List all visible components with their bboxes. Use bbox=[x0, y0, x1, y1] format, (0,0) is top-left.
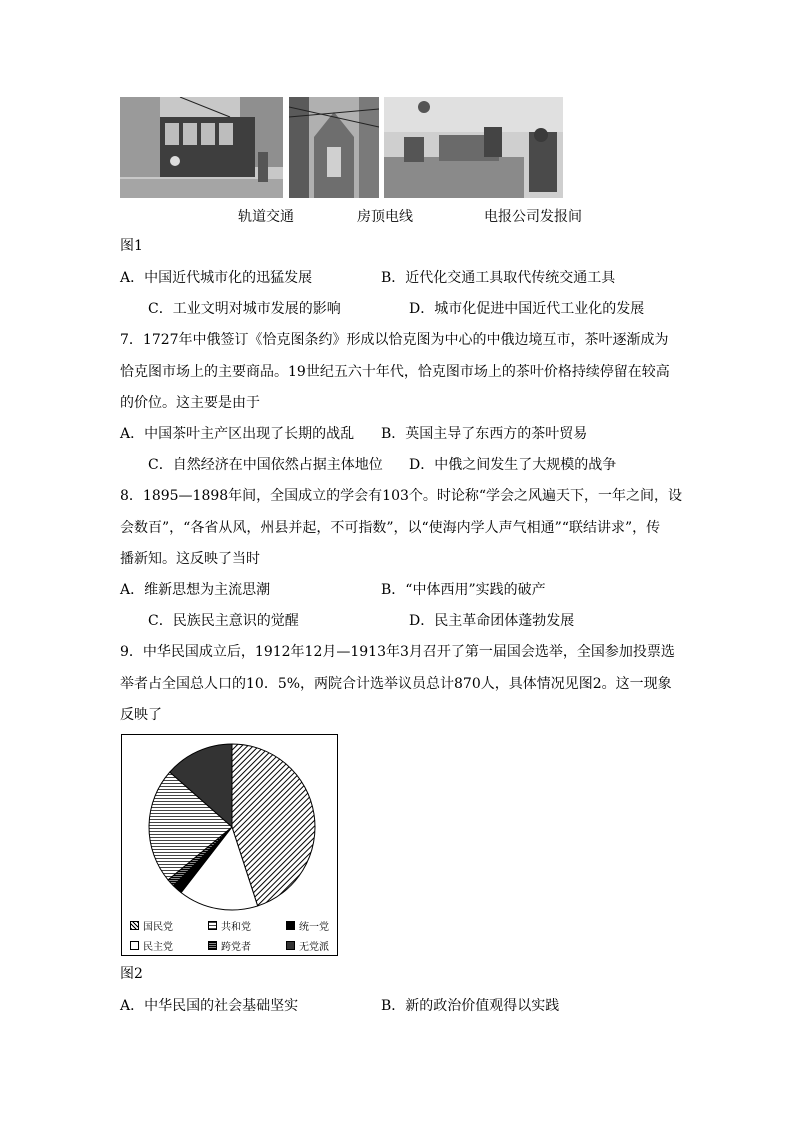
q7-option-c: C．自然经济在中国依然占据主体地位 bbox=[148, 457, 383, 473]
q6-option-b: B．近代化交通工具取代传统交通工具 bbox=[381, 270, 616, 286]
figure2-pie-chart bbox=[121, 734, 338, 956]
legend-item-tongyidang bbox=[286, 918, 329, 933]
q6-option-c: C．工业文明对城市发展的影响 bbox=[148, 301, 341, 317]
legend-item-minzhudang bbox=[130, 938, 173, 953]
figure2-label: 图2 bbox=[120, 966, 143, 982]
legend-swatch-dark-stripes-icon bbox=[208, 941, 217, 950]
photo-caption-tram: 轨道交通 bbox=[238, 209, 294, 225]
q8-line-2: 会数百”，“各省从风，州县并起，不可指数”，以“使海内学人声气相通”“联结讲求”，传 bbox=[120, 520, 661, 536]
q8-line-3: 播新知。这反映了当时 bbox=[120, 551, 260, 567]
legend-swatch-diagonal-icon bbox=[130, 921, 139, 930]
legend-label-minzhudang: 民主党 bbox=[143, 942, 173, 953]
q8-option-a: A．维新思想为主流思潮 bbox=[120, 582, 271, 598]
q6-option-d: D．城市化促进中国近代工业化的发展 bbox=[409, 301, 645, 317]
q9-line-3: 反映了 bbox=[120, 707, 162, 723]
legend-item-kuadangzhe bbox=[208, 938, 251, 953]
q7-option-b: B．英国主导了东西方的茶叶贸易 bbox=[381, 426, 588, 442]
q8-line-1: 8．1895—1898年间，全国成立的学会有103个。时论称“学会之风遍天下，一年之间，设 bbox=[120, 488, 683, 504]
q9-line-2: 举者占全国总人口的10．5%，两院合计选举议员总计870人，具体情况见图2。这一现象 bbox=[120, 676, 672, 692]
q9-line-1: 9．中华民国成立后，1912年12月—1913年3月召开了第一届国会选举，全国参加投票选 bbox=[120, 644, 675, 660]
legend-item-wudangpai bbox=[286, 938, 329, 953]
q7-line-3: 的价位。这主要是由于 bbox=[120, 395, 260, 411]
legend-item-gonghedang bbox=[208, 918, 251, 933]
legend-label-kuadangzhe: 跨党者 bbox=[221, 942, 251, 953]
q7-option-a: A．中国茶叶主产区出现了长期的战乱 bbox=[120, 426, 355, 442]
legend-label-guomindang: 国民党 bbox=[143, 922, 173, 933]
q9-option-b: B．新的政治价值观得以实践 bbox=[381, 998, 560, 1014]
figure1-label: 图1 bbox=[120, 238, 143, 254]
legend-swatch-white-icon bbox=[130, 941, 139, 950]
photo-tram bbox=[120, 97, 283, 198]
q8-option-c: C．民族民主意识的觉醒 bbox=[148, 613, 299, 629]
q7-line-2: 恰克图市场上的主要商品。19世纪五六十年代，恰克图市场上的茶叶价格持续停留在较高 bbox=[120, 364, 670, 380]
legend-swatch-stripes-icon bbox=[208, 921, 217, 930]
photo-caption-telegraph: 电报公司发报间 bbox=[484, 209, 582, 225]
q6-option-a: A．中国近代城市化的迅猛发展 bbox=[120, 270, 313, 286]
photo-telegraph-office bbox=[384, 97, 563, 198]
photo-rooftop-wires bbox=[289, 97, 379, 198]
q9-option-a: A．中华民国的社会基础坚实 bbox=[120, 998, 299, 1014]
q7-line-1: 7．1727年中俄签订《恰克图条约》形成以恰克图为中心的中俄边境互市，茶叶逐渐成为 bbox=[120, 332, 669, 348]
legend-label-tongyidang: 统一党 bbox=[299, 922, 329, 933]
legend-label-gonghedang: 共和党 bbox=[221, 922, 251, 933]
q8-option-d: D．民主革命团体蓬勃发展 bbox=[409, 613, 575, 629]
q7-option-d: D．中俄之间发生了大规模的战争 bbox=[409, 457, 617, 473]
legend-swatch-dark-icon bbox=[286, 941, 295, 950]
photo-caption-rooftop: 房顶电线 bbox=[357, 209, 413, 225]
legend-swatch-black-icon bbox=[286, 921, 295, 930]
legend-item-guomindang bbox=[130, 918, 173, 933]
q8-option-b: B．“中体西用”实践的破产 bbox=[381, 582, 546, 598]
legend-label-wudangpai: 无党派 bbox=[299, 942, 329, 953]
